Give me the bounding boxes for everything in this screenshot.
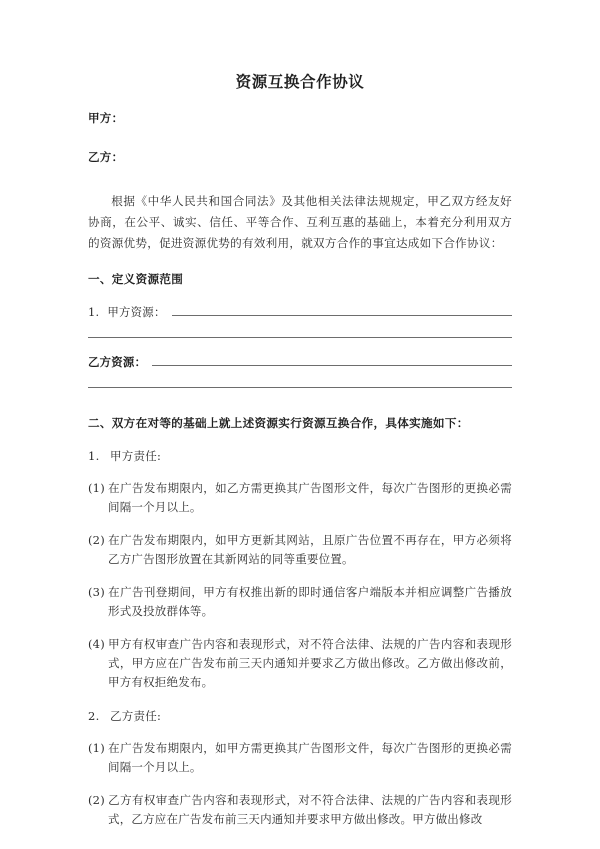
list-item-text: 乙方有权审查广告内容和表现形式，对不符合法律、法规的广告内容和表现形式，乙方应在广告发布前三天内通知并要求甲方做出修改。甲方做出修改 (108, 793, 512, 826)
section-two-heading: 二、双方在对等的基础上就上述资源实行资源互换合作，具体实施如下： (88, 416, 469, 430)
list-item (88, 791, 512, 829)
list-item (88, 739, 512, 777)
party-a-resource-label: 甲方资源： (107, 305, 166, 319)
party-a-resource-marker: 1. (88, 305, 100, 319)
responsibility-group-title (88, 447, 512, 465)
party-a-resource-blank-line-2[interactable] (88, 336, 512, 338)
list-item-marker: (1) (88, 481, 105, 495)
party-b-label: 乙方： (88, 150, 124, 164)
group-title-text: 乙方责任: (110, 709, 162, 723)
list-item (88, 635, 512, 692)
group-marker: 1. (88, 449, 100, 463)
page-title: 资源互换合作协议 (235, 72, 365, 91)
list-item-text: 在广告发布期限内，如甲方更新其网站，且原广告位置不再存在，甲方必须将乙方广告图形放置在其新网站的同等重要位置。 (108, 533, 512, 566)
party-b-resource-blank-line-2[interactable] (88, 386, 512, 388)
list-item-marker: (3) (88, 585, 105, 599)
party-a-label: 甲方： (88, 111, 124, 125)
list-item-text: 甲方有权审查广告内容和表现形式，对不符合法律、法规的广告内容和表现形式，甲方应在广告发布前三天内通知并要求乙方做出修改。乙方做出修改前，甲方有权拒绝发布。 (108, 637, 512, 689)
party-b-resource-blank[interactable] (152, 354, 512, 366)
group-marker: 2. (88, 709, 100, 723)
list-item-marker: (2) (88, 533, 105, 547)
party-b-resource-label: 乙方资源： (88, 355, 147, 369)
list-item (88, 583, 512, 621)
list-item (88, 531, 512, 569)
list-item-text: 在广告刊登期间，甲方有权推出新的即时通信客户端版本并相应调整广告播放形式及投放群体等。 (108, 585, 512, 618)
list-item-text: 在广告发布期限内，如乙方需更换其广告图形文件，每次广告图形的更换必需间隔一个月以上。 (108, 481, 512, 514)
party-a-resource-blank[interactable] (172, 304, 512, 316)
list-item-marker: (4) (88, 637, 105, 651)
list-item-marker: (1) (88, 741, 105, 755)
group-title-text: 甲方责任: (110, 449, 162, 463)
section-one-heading: 一、定义资源范围 (88, 272, 184, 286)
list-item (88, 479, 512, 517)
preamble-paragraph: 根据《中华人民共和国合同法》及其他相关法律法规规定，甲乙双方经友好协商，在公平、诚实、信任、平等合作、互利互惠的基础上，本着充分利用双方的资源优势，促进资源优势的有效利用，就双方合作的事宜达成如下合作协议： (88, 194, 512, 250)
party-a-resource-row (88, 304, 512, 320)
party-b-resource-row (88, 354, 512, 370)
list-item-marker: (2) (88, 793, 105, 807)
responsibility-group-title (88, 707, 512, 725)
list-item-text: 在广告发布期限内，如甲方需更换其广告图形文件，每次广告图形的更换必需间隔一个月以上。 (108, 741, 512, 774)
